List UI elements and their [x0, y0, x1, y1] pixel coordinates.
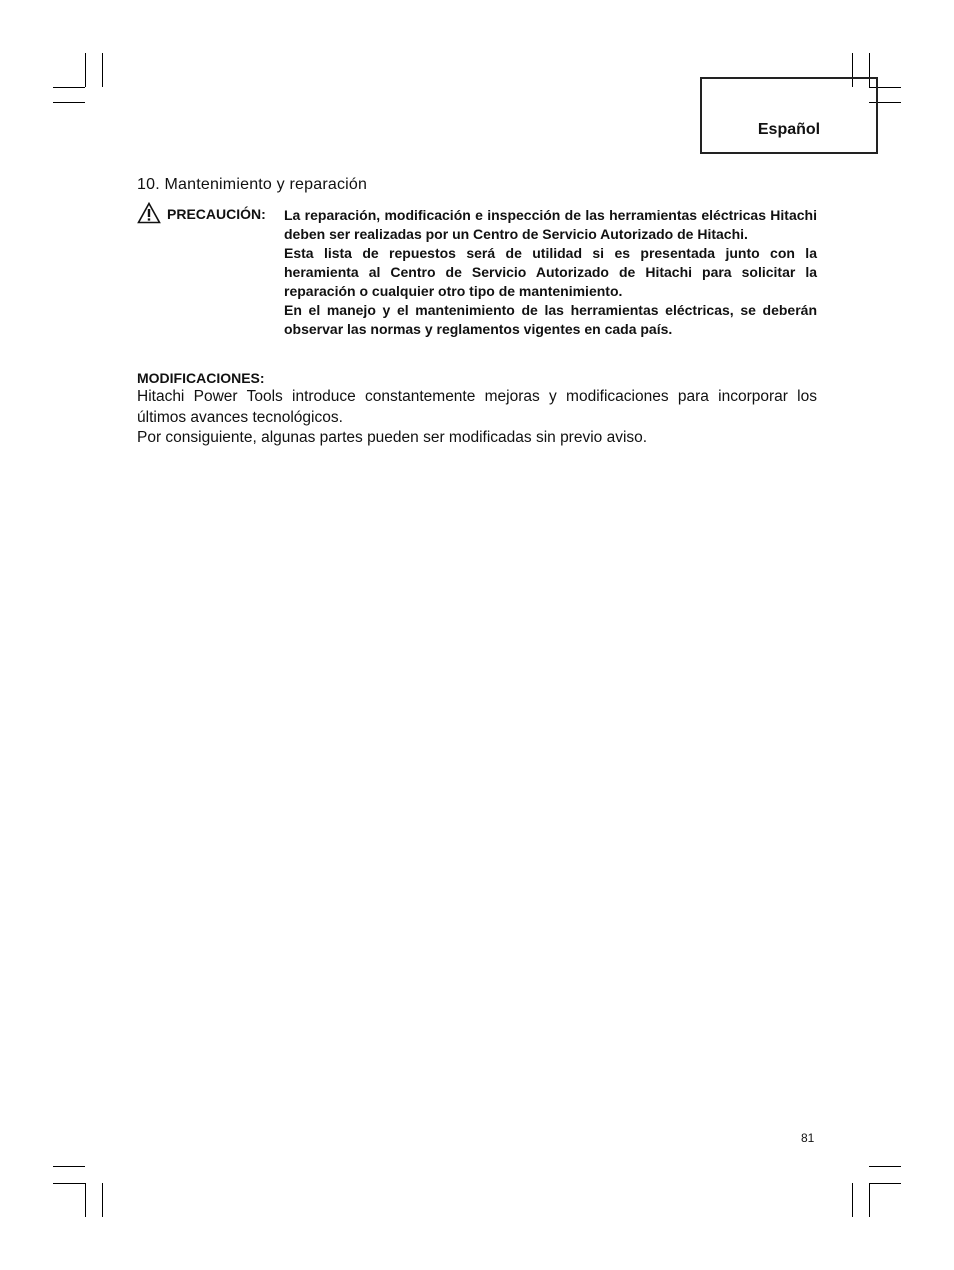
- caution-text: [284, 206, 817, 339]
- crop-mark: [53, 1183, 85, 1184]
- caution-label: PRECAUCIÓN:: [167, 206, 266, 222]
- crop-mark: [85, 53, 86, 87]
- crop-mark: [102, 53, 103, 87]
- crop-mark: [852, 1183, 853, 1217]
- language-label: Español: [757, 121, 821, 138]
- crop-mark: [85, 1183, 86, 1217]
- modifications-body: [137, 387, 817, 449]
- caution-paragraph: Esta lista de repuestos será de utilidad si es presentada junto con la heramienta al Centro de Servicio Autorizado de Hitachi para solicitar la reparación o cualquier otro tipo de mantenimiento.: [284, 245, 817, 299]
- section-title: 10. Mantenimiento y reparación: [137, 176, 368, 193]
- crop-mark: [869, 1183, 901, 1184]
- crop-mark: [869, 1183, 870, 1217]
- caution-paragraph: En el manejo y el mantenimiento de las herramientas eléctricas, se deberán observar las normas y reglamentos vigentes en cada país.: [284, 302, 817, 337]
- modifications-heading: MODIFICACIONES:: [137, 370, 265, 386]
- modifications-paragraph: Hitachi Power Tools introduce constantemente mejoras y modificaciones para incorporar los últimos avances tecnológicos.: [137, 388, 817, 426]
- caution-paragraph: La reparación, modificación e inspección de las herramientas eléctricas Hitachi deben ser realizadas por un Centro de Servicio Autorizado de Hitachi.: [284, 207, 817, 242]
- crop-mark: [53, 1166, 85, 1167]
- crop-mark: [869, 1166, 901, 1167]
- page-number: 81: [801, 1131, 815, 1145]
- modifications-paragraph: Por consiguiente, algunas partes pueden ser modificadas sin previo aviso.: [137, 429, 648, 446]
- crop-mark: [102, 1183, 103, 1217]
- crop-mark: [53, 102, 85, 103]
- crop-mark: [53, 87, 85, 88]
- warning-triangle-icon: [137, 202, 161, 224]
- language-tab: [700, 77, 878, 154]
